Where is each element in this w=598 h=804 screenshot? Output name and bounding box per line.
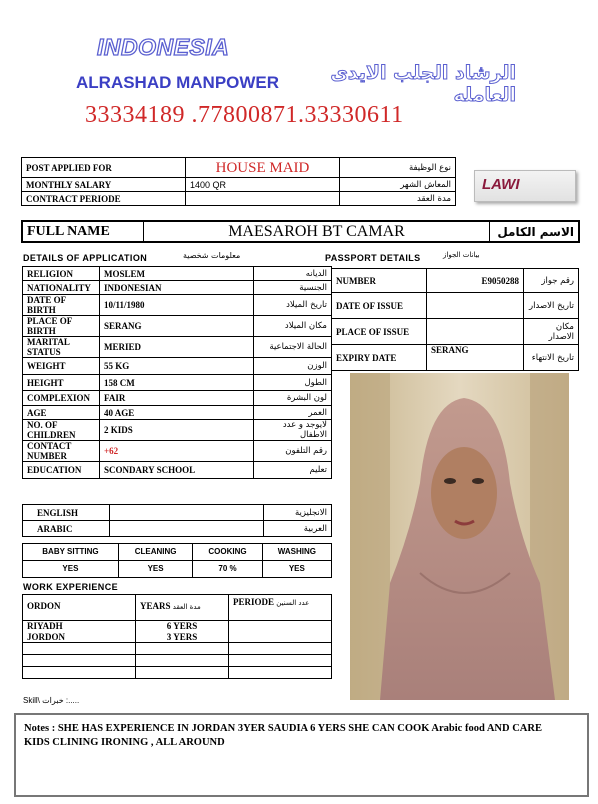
application-title-ar: معلومات شخصية [183, 251, 241, 260]
application-row [23, 375, 332, 391]
application-row-ar: رقم التلفون [254, 441, 332, 462]
language-value [110, 505, 264, 521]
application-row-label: NATIONALITY [23, 281, 100, 295]
language-row [23, 505, 332, 521]
application-row-label: PLACE OF BIRTH [23, 316, 100, 337]
company-name-ar: الرشاد الجلب الايدى العامله [330, 62, 516, 106]
application-row [23, 406, 332, 420]
application-row-ar: لون البشرة [254, 391, 332, 406]
skill-header: CLEANING [118, 544, 193, 561]
application-row-value: FAIR [100, 391, 254, 406]
application-row-label: AGE [23, 406, 100, 420]
passport-row [332, 319, 579, 345]
applicant-photo [350, 373, 569, 700]
post-table [21, 157, 456, 206]
application-row [23, 420, 332, 441]
work-row-period [229, 667, 332, 679]
skill-header: BABY SITTING [23, 544, 119, 561]
application-row-ar: العمر [254, 406, 332, 420]
work-col-country: ORDON [23, 595, 136, 621]
work-row [23, 667, 332, 679]
application-row [23, 337, 332, 358]
work-row-period [229, 632, 332, 643]
application-row [23, 462, 332, 479]
application-row-value: SERANG [100, 316, 254, 337]
application-row-label: WEIGHT [23, 358, 100, 375]
contract-value [186, 192, 340, 206]
passport-row-ar: مكان الاصدار [524, 319, 579, 345]
application-row-label: NO. OF CHILDREN [23, 420, 100, 441]
application-row-ar: الطول [254, 375, 332, 391]
language-label: ENGLISH [23, 505, 110, 521]
notes-content [24, 722, 569, 750]
work-row-years [136, 655, 229, 667]
application-row-value: 2 KIDS [100, 420, 254, 441]
work-row-country [23, 667, 136, 679]
work-row-years: 6 YERS [136, 621, 229, 632]
post-applied-ar: نوع الوظيفة [340, 158, 456, 178]
skill-value: 70 % [193, 561, 262, 578]
contract-ar: مدة العقد [340, 192, 456, 206]
application-row [23, 316, 332, 337]
work-row [23, 632, 332, 643]
application-row [23, 267, 332, 281]
application-row-label: COMPLEXION [23, 391, 100, 406]
application-row-ar: تعليم [254, 462, 332, 479]
application-row [23, 358, 332, 375]
skill-header: WASHING [262, 544, 331, 561]
passport-row-label: PLACE OF ISSUE [332, 319, 427, 345]
salary-ar: المعاش الشهر [340, 178, 456, 192]
application-row-ar: الوزن [254, 358, 332, 375]
skills-table [22, 543, 332, 578]
work-col-period-label: PERIODE [233, 597, 275, 607]
application-row-value: +62 [100, 441, 254, 462]
work-row [23, 621, 332, 632]
application-row [23, 391, 332, 406]
skill-value: YES [23, 561, 119, 578]
application-row [23, 295, 332, 316]
work-row-years: 3 YERS [136, 632, 229, 643]
language-value [110, 521, 264, 537]
work-row-period [229, 655, 332, 667]
application-table [22, 266, 332, 479]
work-col-years [136, 595, 229, 621]
application-row-value: 55 KG [100, 358, 254, 375]
post-applied-value: HOUSE MAID [186, 158, 340, 178]
application-row-value: 158 CM [100, 375, 254, 391]
application-row-label: HEIGHT [23, 375, 100, 391]
post-applied-label: POST APPLIED FOR [22, 158, 186, 178]
application-row-value: MERIED [100, 337, 254, 358]
work-row-country [23, 655, 136, 667]
passport-row-value [427, 319, 524, 345]
passport-row-ar: تاريخ الانتهاء [524, 345, 579, 371]
application-row-ar: الجنسية [254, 281, 332, 295]
skill-header: COOKING [193, 544, 262, 561]
company-name-en: ALRASHAD MANPOWER [76, 73, 280, 92]
language-label: ARABIC [23, 521, 110, 537]
work-row [23, 655, 332, 667]
application-row-ar: الحالة الاجتماعية [254, 337, 332, 358]
work-row-years [136, 667, 229, 679]
phone-numbers: 33334189 .77800871.33330611 [85, 102, 404, 128]
full-name-ar: الاسم الكامل [490, 221, 580, 242]
passport-row-ar: رقم جواز [524, 269, 579, 293]
passport-row-ar: تاريخ الاصدار [524, 293, 579, 319]
contract-label: CONTRACT PERIODE [22, 192, 186, 206]
application-row-value: MOSLEM [100, 267, 254, 281]
passport-row-value [427, 293, 524, 319]
application-row-label: RELIGION [23, 267, 100, 281]
application-row-label: CONTACT NUMBER [23, 441, 100, 462]
language-ar: الانجليزية [264, 505, 332, 521]
application-row-label: DATE OF BIRTH [23, 295, 100, 316]
salary-label: MONTHLY SALARY [22, 178, 186, 192]
passport-row-label: NUMBER [332, 269, 427, 293]
passport-row [332, 269, 579, 293]
passport-title-ar: بيانات الجواز [443, 251, 480, 259]
work-col-years-label: YEARS [140, 601, 171, 611]
application-title: DETAILS OF APPLICATION [23, 253, 148, 263]
work-col-period [229, 595, 332, 621]
work-title: WORK EXPERIENCE [23, 582, 119, 592]
passport-row-value: E9050288 [427, 269, 524, 293]
passport-row-label: DATE OF ISSUE [332, 293, 427, 319]
application-row-label: EDUCATION [23, 462, 100, 479]
work-col-years-ar: مدة العقد [172, 603, 201, 611]
work-row [23, 643, 332, 655]
application-row-value: 10/11/1980 [100, 295, 254, 316]
full-name-value: MAESAROH BT CAMAR [144, 221, 490, 242]
notes-text: SHE HAS EXPERIENCE IN JORDAN 3YER SAUDIA 6 YERS SHE CAN COOK Arabic food AND CARE KIDS CLINING IRONING , ALL AROUND [24, 723, 542, 748]
skill-line: Skill\ خبرات :..... [23, 696, 80, 705]
work-row-country [23, 643, 136, 655]
salary-value: 1400 QR [186, 178, 340, 192]
skill-value: YES [262, 561, 331, 578]
full-name-label: FULL NAME [22, 221, 144, 242]
application-row-value: SCONDARY SCHOOL [100, 462, 254, 479]
language-ar: العربية [264, 521, 332, 537]
application-row-ar: تاريخ الميلاد [254, 295, 332, 316]
work-row-country: JORDON [23, 632, 136, 643]
application-row-label: MARITAL STATUS [23, 337, 100, 358]
work-row-years [136, 643, 229, 655]
application-row-ar: مكان الميلاد [254, 316, 332, 337]
full-name-table [21, 220, 580, 243]
work-row-period [229, 621, 332, 632]
application-row-value: INDONESIAN [100, 281, 254, 295]
application-row [23, 441, 332, 462]
passport-row-value: SERANG [427, 345, 524, 371]
application-row-ar: الديانه [254, 267, 332, 281]
work-row-period [229, 643, 332, 655]
work-col-period-ar: عدد السنين [276, 599, 310, 607]
work-table [22, 594, 332, 679]
application-row [23, 281, 332, 295]
country-logo-text: INDONESIA [97, 34, 230, 60]
passport-row [332, 345, 579, 371]
passport-table [331, 268, 579, 371]
skill-value: YES [118, 561, 193, 578]
passport-row-label: EXPIRY DATE [332, 345, 427, 371]
passport-row [332, 293, 579, 319]
application-row-value: 40 AGE [100, 406, 254, 420]
application-row-ar: لايوجد و عدد الاطفال [254, 420, 332, 441]
badge-text: LAWI [482, 176, 520, 193]
notes-label: Notes : [24, 723, 56, 734]
languages-table [22, 504, 332, 537]
work-row-country: RIYADH [23, 621, 136, 632]
language-row [23, 521, 332, 537]
passport-title: PASSPORT DETAILS [325, 253, 421, 263]
